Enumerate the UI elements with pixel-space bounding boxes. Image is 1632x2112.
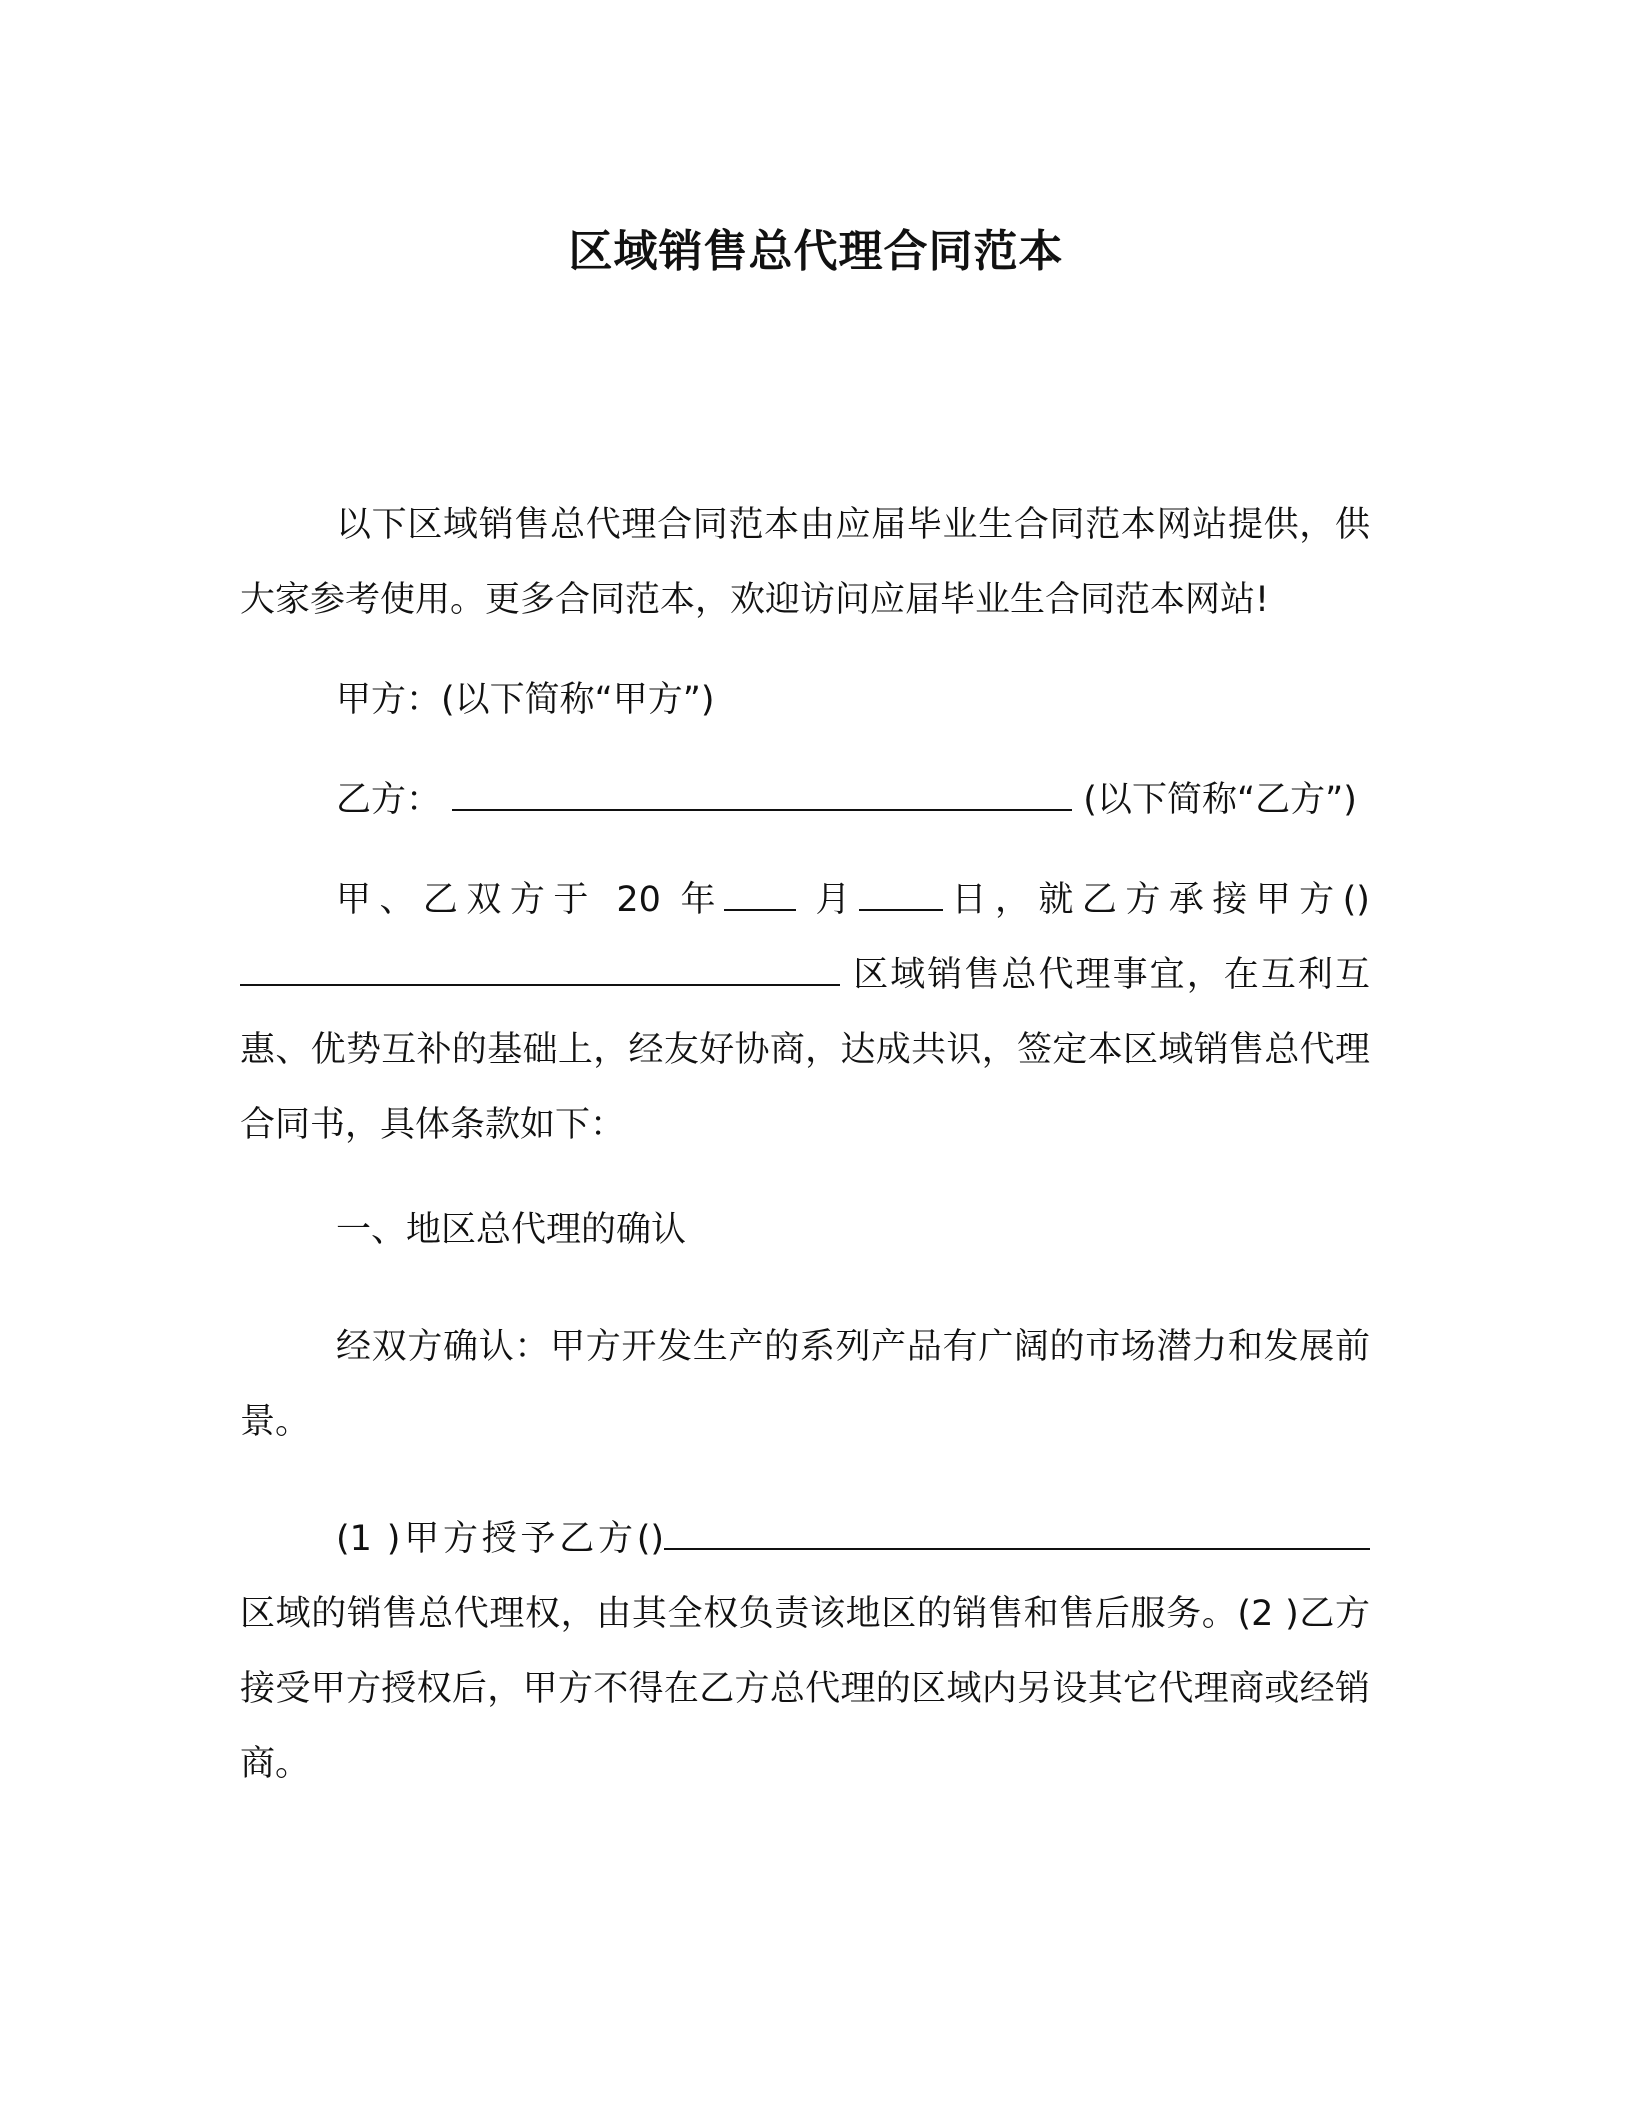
agreement-paragraph (240, 863, 1370, 1163)
intro-paragraph: 以下区域销售总代理合同范本由应届毕业生合同范本网站提供，供大家参考使用。更多合同范本，欢迎访问应届毕业生合同范本网站! (240, 505, 1370, 620)
document-title: 区域销售总代理合同范本 (568, 226, 1064, 277)
party-a-line: 甲方：(以下简称“甲方”) (336, 680, 715, 720)
agreement-text-paren: () (1342, 880, 1370, 920)
party-b-blank (452, 777, 1072, 811)
document-body (240, 488, 1370, 1802)
clause1-lead: (1 )甲方授予乙方() (336, 1519, 664, 1559)
agreement-text-year: 甲、乙双方于 20 年 (336, 880, 724, 920)
clause1-tail: 区域的销售总代理权，由其全权负责该地区的销售和售后服务。(2 )乙方接受甲方授权后，甲方不得在乙方总代理的区域内另设其它代理商或经销商。 (240, 1594, 1370, 1784)
day-blank (859, 877, 943, 911)
month-blank (724, 877, 796, 911)
clause1-blank (664, 1516, 1370, 1550)
section1-heading: 一、地区总代理的确认 (336, 1210, 687, 1250)
party-b-line (240, 763, 1370, 838)
agreement-text-day: 日，就乙方承接甲方 (943, 880, 1343, 920)
clause1-paragraph (240, 1502, 1370, 1802)
agreement-text-tail: 区域销售总代理事宜，在互利互惠、优势互补的基础上，经友好协商，达成共识，签定本区域销售总代理合同书，具体条款如下： (240, 955, 1370, 1145)
agreement-text-month: 月 (815, 880, 860, 920)
section1-paragraph: 经双方确认：甲方开发生产的系列产品有广阔的市场潜力和发展前景。 (240, 1327, 1370, 1442)
region-blank (240, 952, 840, 986)
party-b-label: 乙方： (336, 780, 442, 820)
party-b-tail: (以下简称“乙方”) (1083, 780, 1357, 820)
